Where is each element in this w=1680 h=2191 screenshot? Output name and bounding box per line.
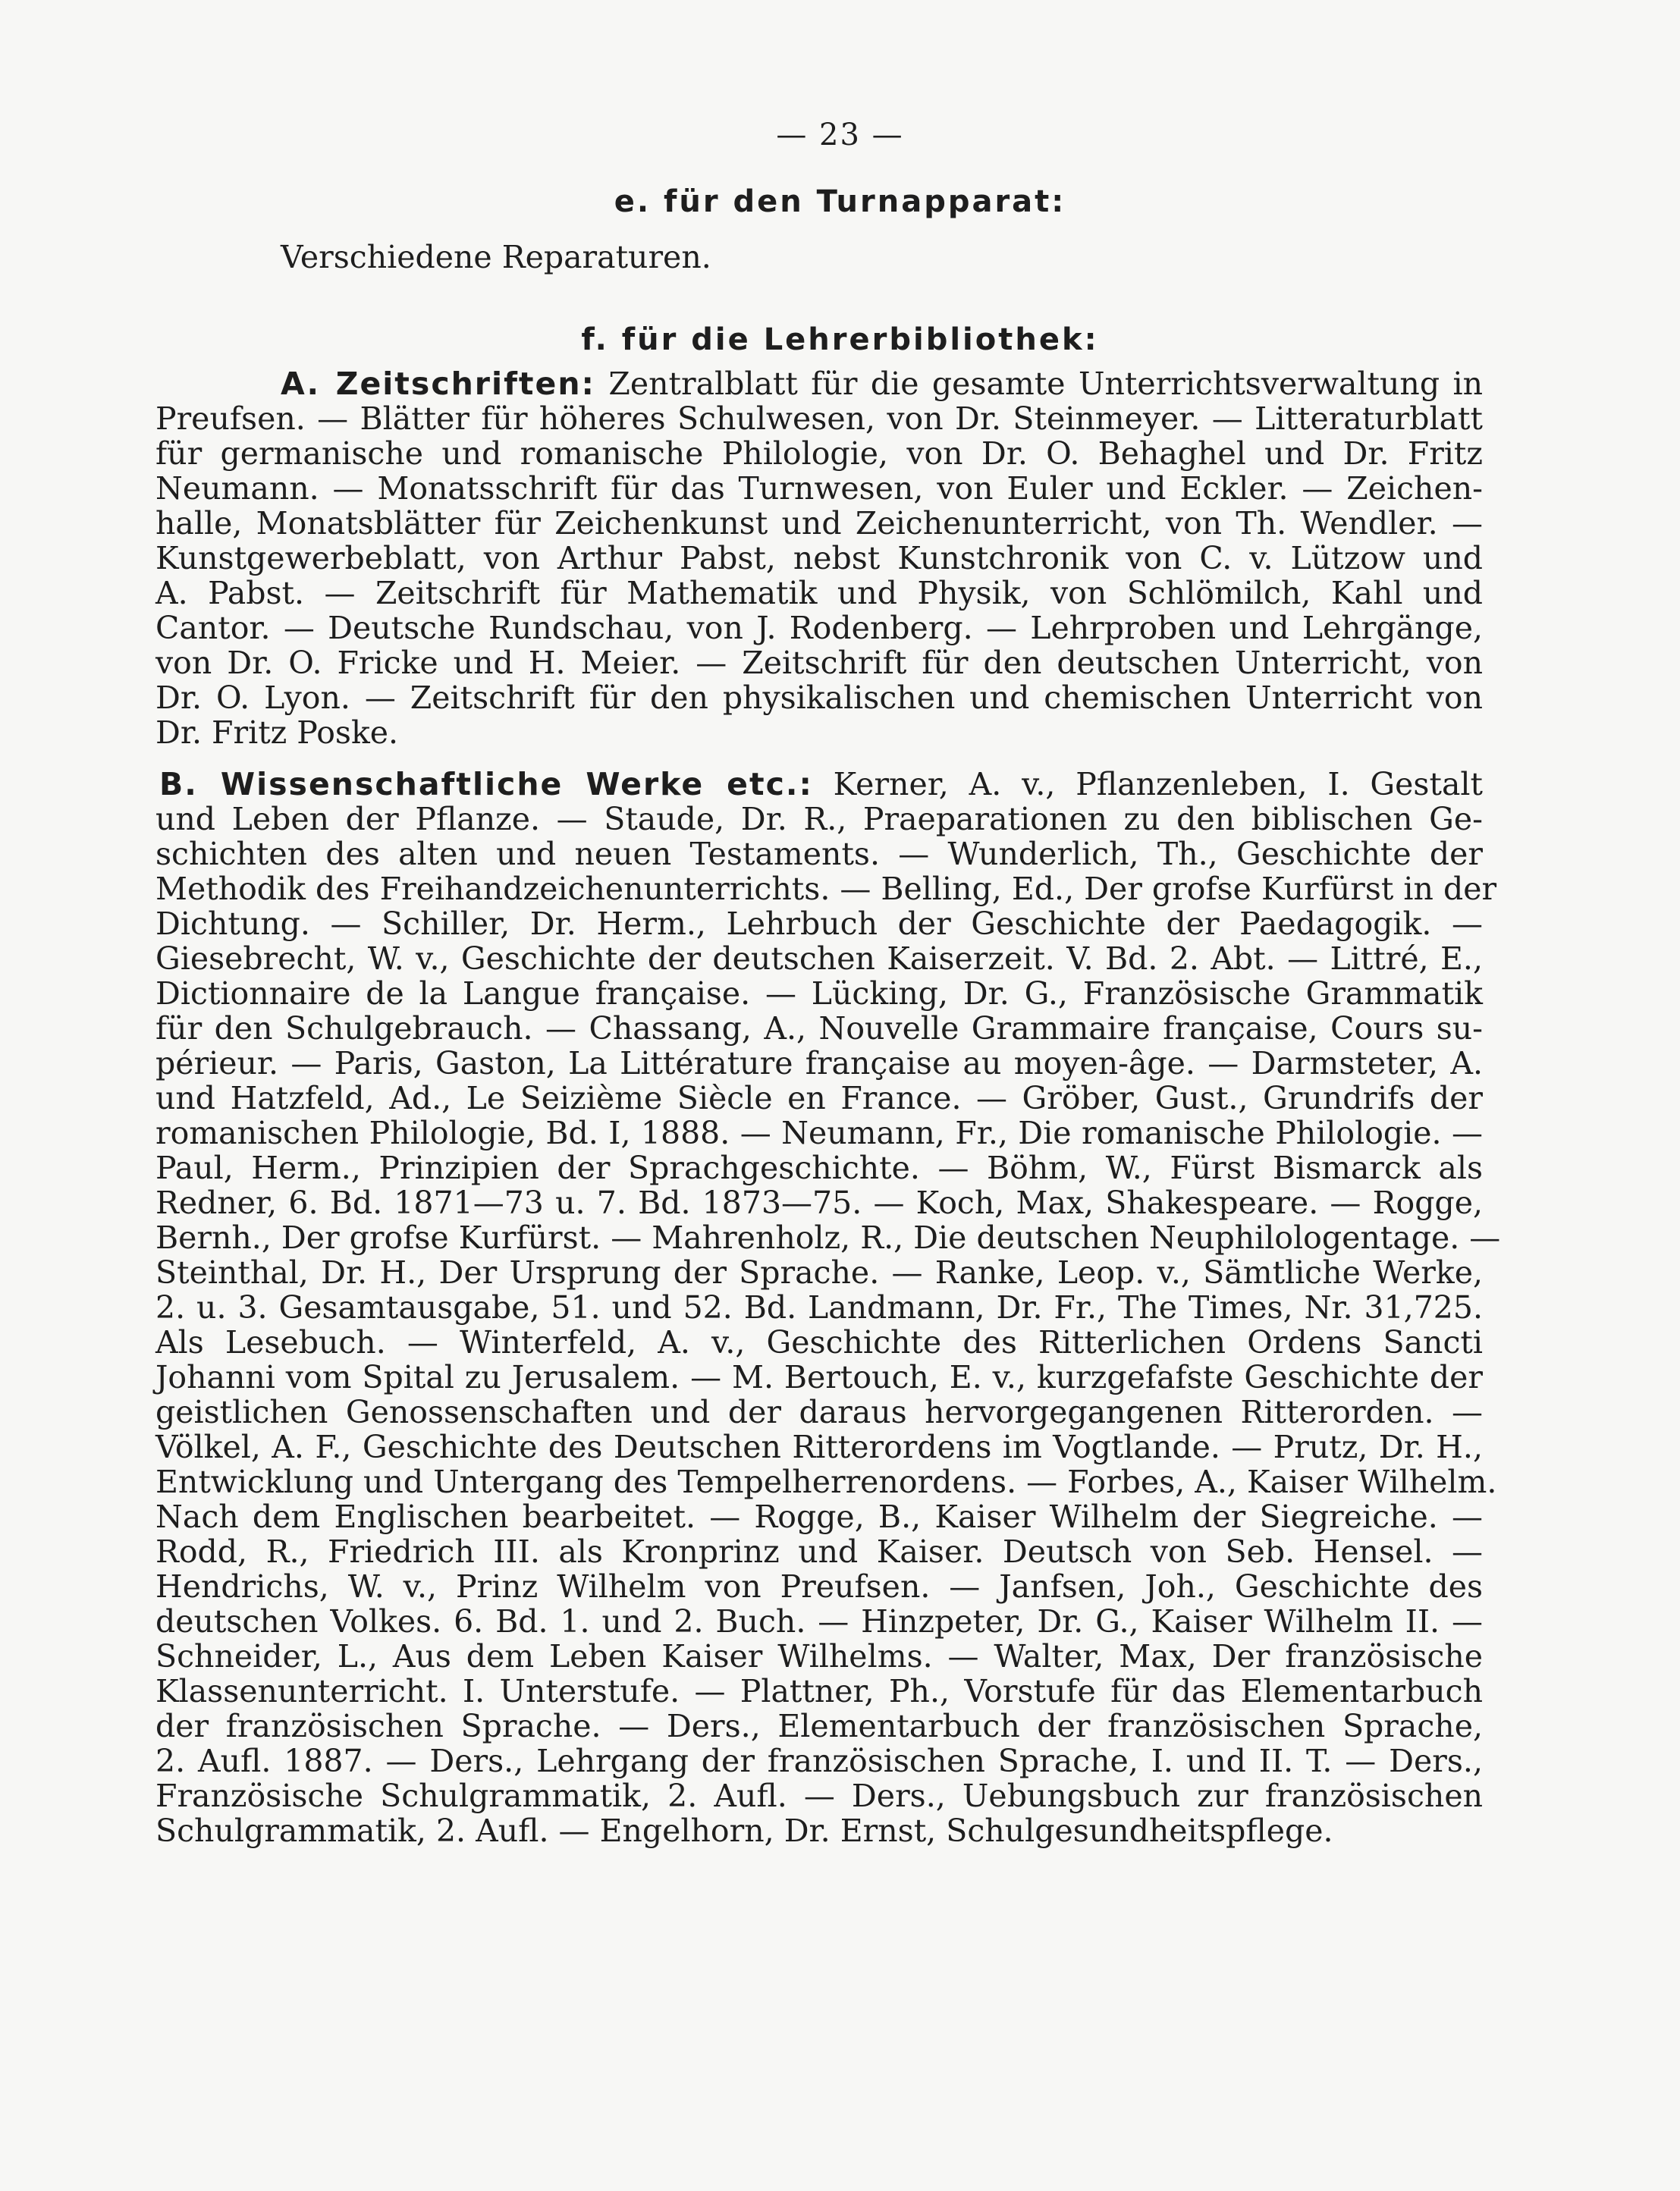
text-line: Kerner, A. v., Pflanzenleben, I. Gestalt [833, 766, 1483, 802]
text-line: von Dr. O. Fricke und H. Meier. — Zeitschrift für den deutschen Unterricht, von [155, 645, 1483, 681]
text-line: und Hatzfeld, Ad., Le Seizième Siècle en France. — Gröber, Gust., Grundrifs der [155, 1080, 1483, 1116]
text-line: für den Schulgebrauch. — Chassang, A., Nouvelle Grammaire française, Cours su- [155, 1010, 1483, 1047]
text-line: Zentralblatt für die gesamte Unterrichtsverwaltung in [608, 366, 1483, 402]
text-line: Steinthal, Dr. H., Der Ursprung der Sprache. — Ranke, Leop. v., Sämtliche Werke, [155, 1254, 1483, 1291]
text-line: Klassenunterricht. I. Unterstufe. — Plattner, Ph., Vorstufe für das Elementarbuch [155, 1673, 1483, 1709]
text-line: A. Pabst. — Zeitschrift für Mathematik und Physik, von Schlömilch, Kahl und [155, 575, 1483, 611]
text-line: Nach dem Englischen bearbeitet. — Rogge, B., Kaiser Wilhelm der Siegreiche. — [155, 1499, 1483, 1535]
werke-label: B. Wissenschaftliche Werke etc.: [159, 766, 813, 802]
text-line: Dr. O. Lyon. — Zeitschrift für den physikalischen und chemischen Unterricht von [155, 680, 1483, 716]
text-line: Bernh., Der grofse Kurfürst. — Mahrenholz, R., Die deutschen Neuphilologentage. — [155, 1219, 1501, 1256]
section-e-text: Verschiedene Reparaturen. [281, 239, 711, 275]
section-f-heading: f. für die Lehrerbibliothek: [581, 322, 1099, 357]
text-line: schichten des alten und neuen Testaments. — Wunderlich, Th., Geschichte der [155, 836, 1483, 872]
text-line: für germanische und romanische Philologie, von Dr. O. Behaghel und Dr. Fritz [155, 435, 1483, 472]
text-line: Hendrichs, W. v., Prinz Wilhelm von Preufsen. — Janfsen, Joh., Geschichte des [155, 1568, 1483, 1605]
werke-first-line [159, 767, 1483, 802]
text-line: Johanni vom Spital zu Jerusalem. — M. Bertouch, E. v., kurzgefafste Geschichte der [155, 1359, 1483, 1395]
text-line: Redner, 6. Bd. 1871—73 u. 7. Bd. 1873—75. — Koch, Max, Shakespeare. — Rogge, [155, 1185, 1483, 1221]
text-line: Preufsen. — Blätter für höheres Schulwesen, von Dr. Steinmeyer. — Litteraturblatt [155, 400, 1483, 437]
text-line: périeur. — Paris, Gaston, La Littérature française au moyen-âge. — Darmsteter, A. [155, 1045, 1483, 1081]
text-line: und Leben der Pflanze. — Staude, Dr. R., Praeparationen zu den biblischen Ge- [155, 801, 1483, 837]
text-line: Entwicklung und Untergang des Tempelherrenordens. — Forbes, A., Kaiser Wilhelm. [155, 1464, 1497, 1500]
text-line: Dr. Fritz Poske. [155, 714, 399, 751]
text-line: Französische Schulgrammatik, 2. Aufl. — Ders., Uebungsbuch zur französischen [155, 1778, 1483, 1814]
text-line: 2. Aufl. 1887. — Ders., Lehrgang der französischen Sprache, I. und II. T. — Ders., [155, 1743, 1483, 1779]
section-e-heading: e. für den Turnapparat: [614, 184, 1066, 219]
text-line: Methodik des Freihandzeichenunterrichts. — Belling, Ed., Der grofse Kurfürst in der [155, 871, 1497, 907]
text-line: Kunstgewerbeblatt, von Arthur Pabst, nebst Kunstchronik von C. v. Lützow und [155, 540, 1483, 576]
text-line: Rodd, R., Friedrich III. als Kronprinz und Kaiser. Deutsch von Seb. Hensel. — [155, 1533, 1483, 1570]
text-line: Neumann. — Monatsschrift für das Turnwesen, von Euler und Eckler. — Zeichen- [155, 470, 1483, 507]
zeitschriften-label: A. Zeitschriften: [281, 366, 595, 402]
text-line: 2. u. 3. Gesamtausgabe, 51. und 52. Bd. Landmann, Dr. Fr., The Times, Nr. 31,725. [155, 1289, 1483, 1326]
text-line: Schulgrammatik, 2. Aufl. — Engelhorn, Dr. Ernst, Schulgesundheitspflege. [155, 1813, 1333, 1849]
text-line: Cantor. — Deutsche Rundschau, von J. Rodenberg. — Lehrproben und Lehrgänge, [155, 610, 1483, 646]
text-line: Paul, Herm., Prinzipien der Sprachgeschichte. — Böhm, W., Fürst Bismarck als [155, 1150, 1483, 1186]
text-line: Schneider, L., Aus dem Leben Kaiser Wilhelms. — Walter, Max, Der französische [155, 1638, 1483, 1675]
text-line: der französischen Sprache. — Ders., Elementarbuch der französischen Sprache, [155, 1708, 1483, 1744]
text-line: romanischen Philologie, Bd. I, 1888. — Neumann, Fr., Die romanische Philologie. — [155, 1115, 1483, 1151]
text-line: geistlichen Genossenschaften und der daraus hervorgegangenen Ritterorden. — [155, 1394, 1483, 1430]
text-line: deutschen Volkes. 6. Bd. 1. und 2. Buch. — Hinzpeter, Dr. G., Kaiser Wilhelm II. — [155, 1603, 1483, 1640]
text-line: Giesebrecht, W. v., Geschichte der deutschen Kaiserzeit. V. Bd. 2. Abt. — Littré, E., [155, 940, 1483, 977]
text-line: halle, Monatsblätter für Zeichenkunst und Zeichenunterricht, von Th. Wendler. — [155, 505, 1483, 541]
text-line: Dictionnaire de la Langue française. — Lücking, Dr. G., Französische Grammatik [155, 975, 1483, 1012]
zeitschriften-first-line [281, 366, 1483, 401]
text-line: Dichtung. — Schiller, Dr. Herm., Lehrbuch der Geschichte der Paedagogik. — [155, 906, 1483, 942]
text-line: Als Lesebuch. — Winterfeld, A. v., Geschichte des Ritterlichen Ordens Sancti [155, 1324, 1483, 1361]
text-line: Völkel, A. F., Geschichte des Deutschen Ritterordens im Vogtlande. — Prutz, Dr. H., [155, 1429, 1483, 1465]
page-number: — 23 — [776, 118, 904, 152]
